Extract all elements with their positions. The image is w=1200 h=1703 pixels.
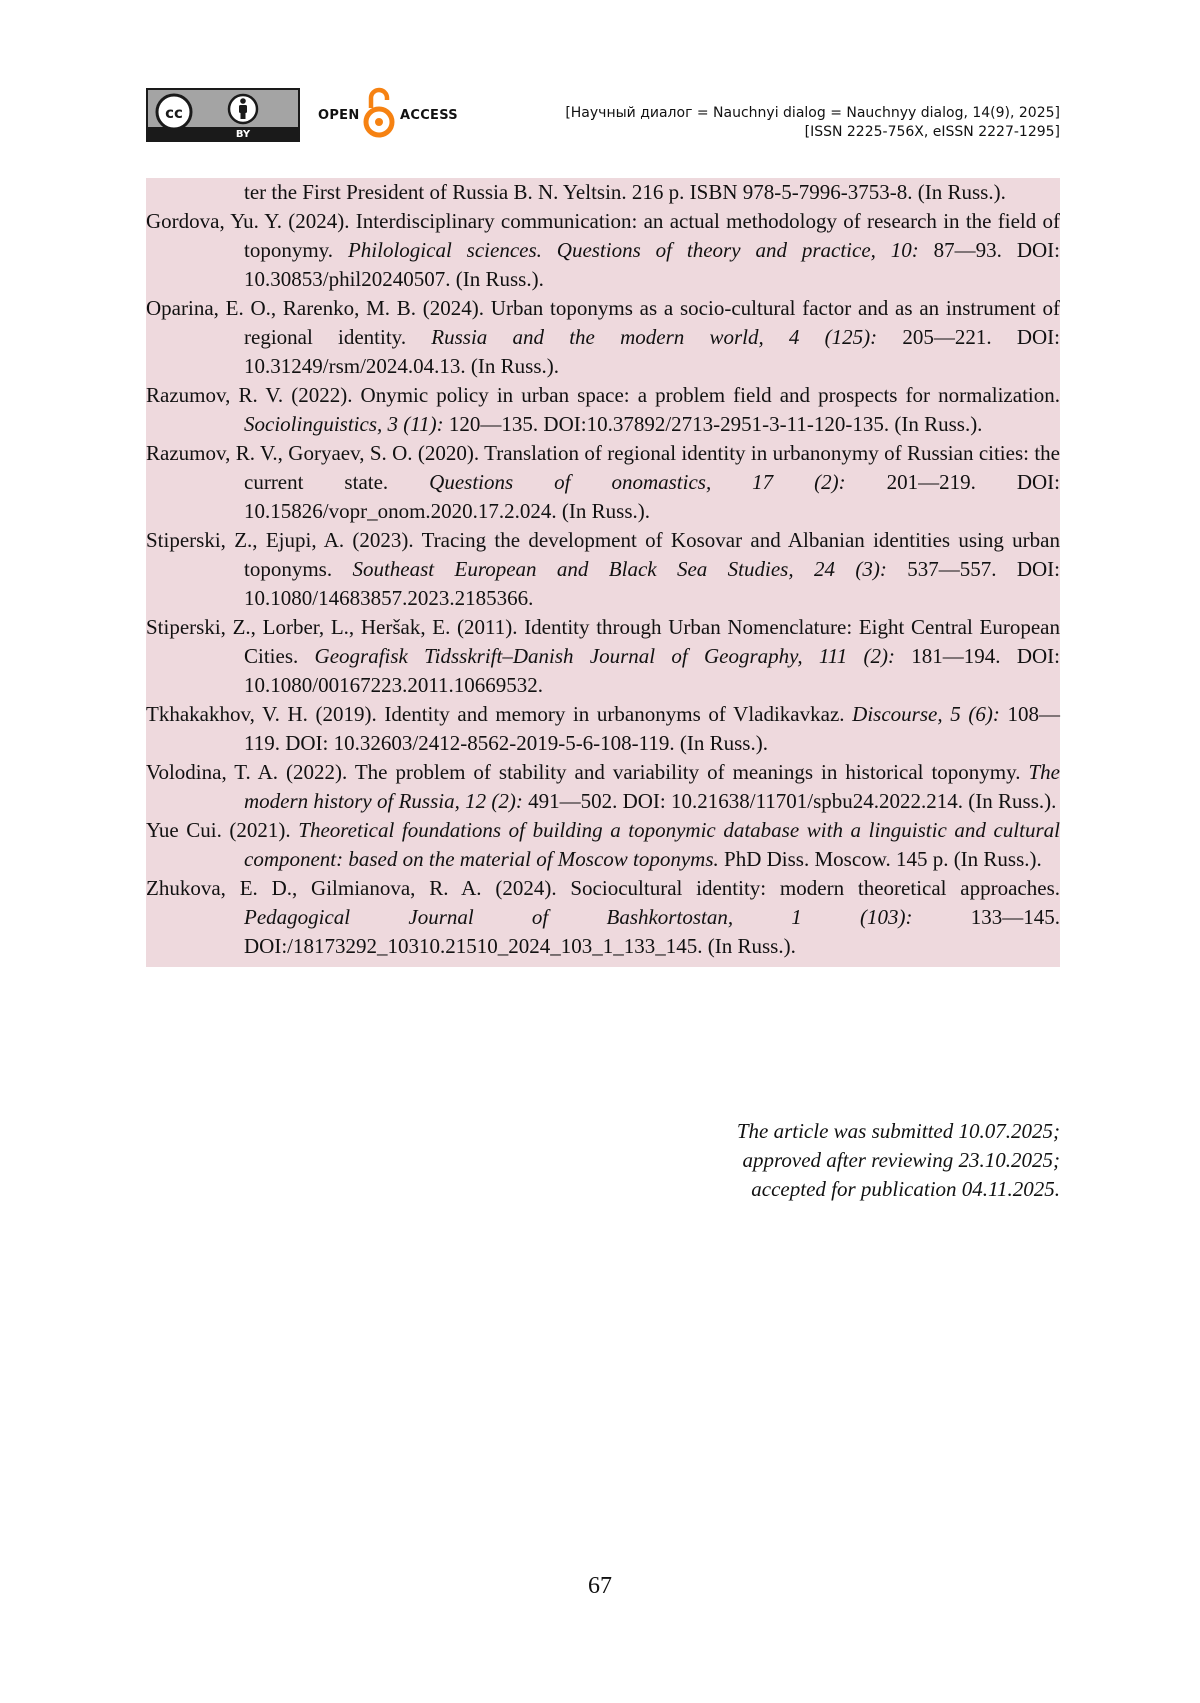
page-header [146,84,1060,148]
reference-item: Razumov, R. V., Goryaev, S. O. (2020). Translation of regional identity in urbanonymy of Russian cities: the current state. Questions of onomastics, 17 (2): 201—219. DOI: 10.15826/vopr_onom.2020.17.2.024. (In Russ.). [146,441,1060,523]
reference-item: Stiperski, Z., Lorber, L., Heršak, E. (2011). Identity through Urban Nomenclature: Eight Central European Cities. Geografisk Tidsskrift–Danish Journal of Geography, 111 (2): 181—194. DOI: 10.1080/00167223.2011.10669532. [146,615,1060,697]
reference-item: Tkhakakhov, V. H. (2019). Identity and memory in urbanonyms of Vladikavkaz. Discourse, 5 (6): 108—119. DOI: 10.32603/2412-8562-2019-5-6-108-119. (In Russ.). [146,702,1061,755]
article-dates [737,1117,1060,1204]
attribution-person-icon [229,95,257,123]
reference-item: Razumov, R. V. (2022). Onymic policy in urban space: a problem field and prospects for normalization. Sociolinguistics, 3 (11): 120—135. DOI:10.37892/2713-2951-3-11-120-135. (In Russ.). [146,383,1060,436]
journal-info [565,104,1060,142]
open-access-logo [318,84,468,144]
license-by-label: BY [235,129,251,140]
reference-item: Gordova, Yu. Y. (2024). Interdisciplinary communication: an actual methodology of research in the field of toponymy. Philological sciences. Questions of theory and practice, 10: 87—93. DOI: 10.30853/phil20240507. (In Russ.). [146,209,1060,291]
open-word: OPEN [318,108,360,123]
reference-item: ter the First President of Russia B. N. Yeltsin. 216 p. ISBN 978-5-7996-3753-8. (In Russ.). [244,180,1006,204]
approved-date: approved after reviewing 23.10.2025; [742,1148,1060,1172]
page-number: 67 [588,1573,612,1599]
reference-item: Volodina, T. A. (2022). The problem of stability and variability of meanings in historical toponymy. The modern history of Russia, 12 (2): 491—502. DOI: 10.21638/11701/spbu24.2022.214. (In Russ.). [146,760,1060,813]
reference-item: Zhukova, E. D., Gilmianova, R. A. (2024). Sociocultural identity: modern theoretical approaches. Pedagogical Journal of Bashkortostan, 1 (103): 133—145. DOI:/18173292_10310.21510_2024_103_1_133_145. (In Russ.). [146,876,1060,958]
reference-item: Yue Cui. (2021). Theoretical foundations of building a toponymic database with a linguistic and cultural component: based on the material of Moscow toponyms. PhD Diss. Moscow. 145 p. (In Russ.). [146,818,1060,871]
submitted-date: The article was submitted 10.07.2025; [736,1119,1060,1143]
cc-by-license-badge [146,88,300,142]
creative-commons-icon [157,95,191,129]
journal-title-line: [Научный диалог = Nauchnyi dialog = Nauchnyy dialog, 14(9), 2025] [565,105,1060,121]
reference-item: Oparina, E. O., Rarenko, M. B. (2024). Urban toponyms as a socio-cultural factor and as an instrument of regional identity. Russia and the modern world, 4 (125): 205—221. DOI: 10.31249/rsm/2024.04.13. (In Russ.). [146,296,1060,378]
references-list [146,178,1060,967]
svg-text:cc: cc [165,104,183,122]
reference-item: Stiperski, Z., Ejupi, A. (2023). Tracing the development of Kosovar and Albanian identities using urban toponyms. Southeast European and Black Sea Studies, 24 (3): 537—557. DOI: 10.1080/14683857.2023.2185366. [146,528,1060,610]
accepted-date: accepted for publication 04.11.2025. [751,1177,1060,1201]
access-word: ACCESS [400,108,458,123]
journal-issn-line: [ISSN 2225-756X, eISSN 2227-1295] [804,124,1060,140]
open-access-lock-icon [362,86,396,140]
